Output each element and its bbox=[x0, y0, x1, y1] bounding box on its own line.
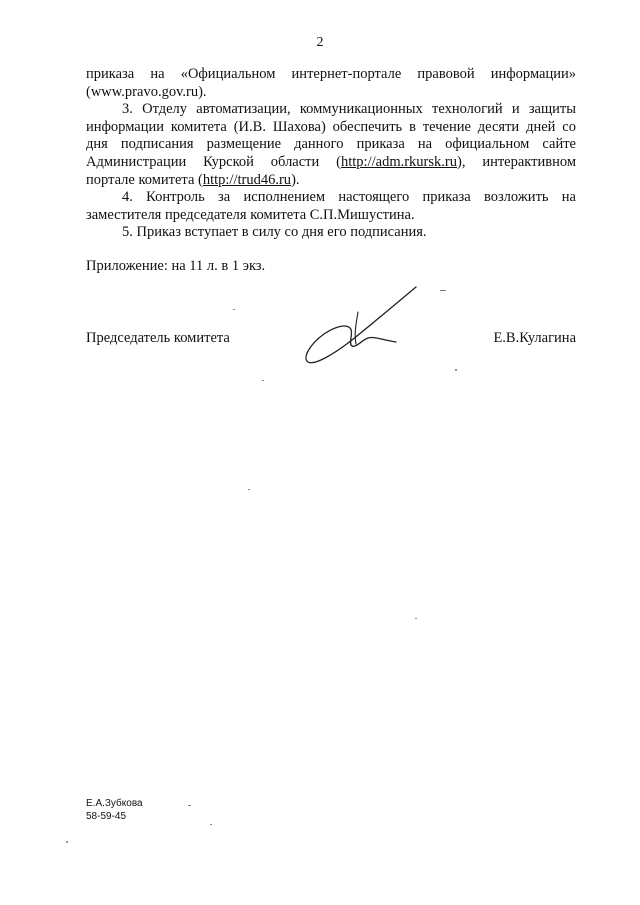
paragraph-3-text: ). bbox=[291, 171, 300, 188]
paragraph-4-line-2: заместителя председателя комитета С.П.Мишустина. bbox=[86, 206, 415, 223]
paragraph-3-line-3: дня подписания размещение данного приказа на официальном сайте bbox=[86, 136, 576, 153]
handwritten-signature bbox=[300, 284, 420, 380]
word: «Официальном bbox=[180, 66, 276, 82]
paragraph-4-line-1: 4. Контроль за исполнением настоящего приказа возложить на bbox=[122, 189, 576, 206]
executor-info bbox=[86, 797, 143, 823]
scan-speck bbox=[415, 618, 417, 619]
paragraph-3-line-1: 3. Отделу автоматизации, коммуникационных технологий и защиты bbox=[122, 101, 576, 118]
scan-speck bbox=[66, 841, 68, 843]
word: правовой bbox=[417, 66, 475, 82]
executor-phone: 58-59-45 bbox=[86, 811, 127, 822]
signatory-title: Председатель комитета bbox=[86, 330, 230, 346]
paragraph-3-line-4 bbox=[86, 154, 576, 172]
paragraph-2-line-1 bbox=[86, 66, 576, 84]
paragraph-3-line-2: информации комитета (И.В. Шахова) обеспечить в течение десяти дней со bbox=[86, 118, 576, 135]
paragraph-2-line-2: (www.pravo.gov.ru). bbox=[86, 83, 207, 100]
paragraph-5-line-1: 5. Приказ вступает в силу со дня его подписания. bbox=[122, 224, 427, 241]
executor-name: Е.А.Зубкова bbox=[86, 798, 143, 809]
word: интернет-портале bbox=[291, 66, 402, 82]
scan-speck bbox=[440, 290, 446, 291]
document-body bbox=[86, 66, 576, 242]
scan-speck bbox=[233, 309, 235, 310]
paragraph-3-text: портале комитета ( bbox=[86, 171, 203, 188]
page-number: 2 bbox=[316, 35, 324, 50]
scan-speck bbox=[210, 824, 212, 825]
word: на bbox=[150, 66, 165, 82]
paragraph-3-line-5 bbox=[86, 172, 576, 190]
attachment-note: Приложение: на 11 л. в 1 экз. bbox=[86, 258, 266, 274]
scan-speck bbox=[248, 489, 250, 490]
trud46-link[interactable]: http://trud46.ru bbox=[202, 171, 292, 188]
signatory-name: Е.В.Кулагина bbox=[493, 330, 576, 346]
scan-speck bbox=[188, 805, 191, 806]
paragraph-3-text: ), интерактивном bbox=[456, 153, 576, 170]
paragraph-3-text: Администрации Курской области ( bbox=[86, 153, 341, 170]
adm-rkursk-link[interactable]: http://adm.rkursk.ru bbox=[340, 153, 457, 170]
scan-speck bbox=[455, 369, 457, 371]
word: информации» bbox=[490, 66, 577, 82]
word: приказа bbox=[86, 66, 135, 82]
scan-speck bbox=[262, 380, 264, 381]
